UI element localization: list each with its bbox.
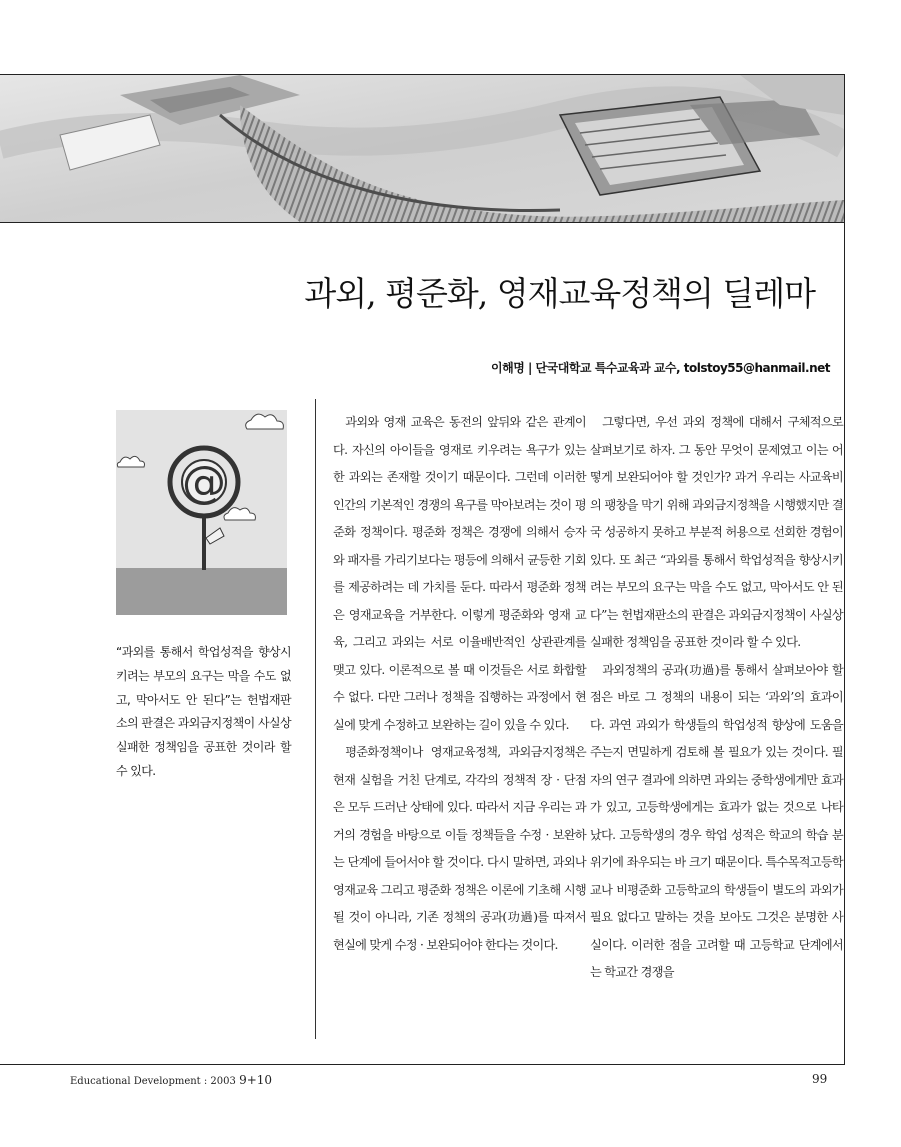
body-column-1 [333,409,586,959]
column-divider [315,399,316,1039]
author-byline: 이해명 | 단국대학교 특수교육과 교수, tolstoy55@hanmail.net [491,361,830,375]
frame-bottom-rule [0,1064,845,1065]
frame-right-rule [844,74,845,1065]
journal-name: Educational Development : 2003 [70,1076,236,1087]
at-sign-flower-illustration [116,410,287,615]
page-number: 99 [812,1072,828,1086]
issue-number: 9+10 [239,1073,273,1087]
header-banner-image [0,75,844,223]
body-column-2 [590,409,843,987]
svg-text:@: @ [182,457,226,508]
body-paragraph: 과외와 영재 교육은 동전의 앞뒤와 같은 관계이다. 자신의 아이들을 영재로 키우려는 욕구가 있는 한 과외는 존재할 것이기 때문이다. 그런데 이러한 인간의 기본적인 경쟁의 욕구를 막아보려는 것이 평준화 정책이다. 평준화 정책은 경쟁에 의해서 승자와 패자를 가리기보다는 평등에 의해서 균등한 기회를 제공하려는 데 가치를 둔다. 따라서 평준화 정책은 영재교육을 거부한다. 이렇게 평준화와 영재 교육, 그리고 과외는 서로 이율배반적인 상관관계를 맺고 있다. 이론적으로 볼 때 이것들은 서로 화합할 수 없다. 다만 그러나 정책을 집행하는 과정에서 현실에 맞게 수정하고 보완하는 길이 있을 수 있다. [333,415,586,732]
footer-journal [70,1073,272,1087]
body-paragraph: 평준화정책이나 영재교육정책, 과외금지정책은 현재 실험을 거친 단계로, 각각의 정책적 장 · 단점은 모두 드러난 상태에 있다. 따라서 지금 우리는 과거의 경험을 바탕으로 이들 정책들을 수정 · 보완하는 단계에 들어서야 할 것이다. 다시 말하면, 과외나 영재교육 그리고 평준화 정책은 이론에 기초해 시행될 것이 아니라, 기존 정책의 공과(功過)를 따져서 현실에 맞게 수정 · 보완되어야 한다는 것이다. [333,745,586,952]
body-paragraph: 과외정책의 공과(功過)를 통해서 살펴보아야 할 점은 바로 그 정책의 내용이 되는 ‘과외’의 효과이다. 과연 과외가 학생들의 학업성적 향상에 도움을 주는지 면밀하게 검토해 볼 필요가 있는 것이다. 필자의 연구 결과에 의하면 과외는 중학생에게만 효과가 있고, 고등학생에게는 효과가 없는 것으로 나타났다. 고등학생의 경우 학업 성적은 학교의 학습 분위기에 좌우되는 바 크기 때문이다. 특수목적고등학교나 비평준화 고등학교의 학생들이 별도의 과외가 필요 없다고 말하는 것을 보아도 그것은 분명한 사실이다. 이러한 점을 고려할 때 고등학교 단계에서는 학교간 경쟁을 [590,662,843,979]
article-title: 과외, 평준화, 영재교육정책의 딜레마 [304,274,815,313]
body-paragraph: 그렇다면, 우선 과외 정책에 대해서 구체적으로 살펴보기로 하자. 그 동안 무엇이 문제였고 이는 어떻게 보완되어야 할 것인가? 과거 우리는 사교육비의 팽창을 막기 위해 과외금지정책을 시행했지만 결국 성공하지 못하고 부분적 허용으로 선회한 경험이 있다. 또 최근 “과외를 통해서 학업성적을 향상시키려는 부모의 요구는 막을 수도 없고, 막아서도 안 된다”는 헌법재판소의 판결은 과외금지정책이 사실상 실패한 정책임을 공표한 것이라 할 수 있다. [590,415,843,649]
pull-quote-caption: “과외를 통해서 학업성적을 향상시키려는 부모의 요구는 막을 수도 없고, 막아서도 안 된다”는 헌법재판소의 판결은 과외금지정책이 사실상 실패한 정책임을 공표한 것이라 할 수 있다. [116,645,291,778]
